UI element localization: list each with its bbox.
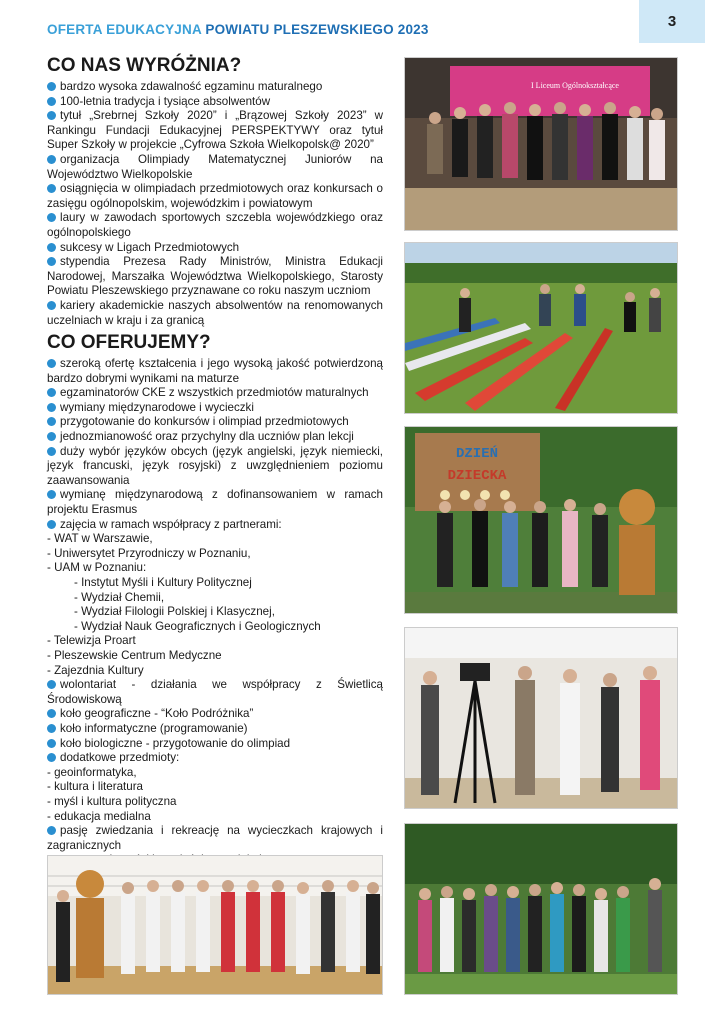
bullet-icon [47, 155, 56, 164]
list-item-text: koło geograficzne - “Koło Podróżnika” [60, 707, 254, 721]
list-item [47, 751, 383, 766]
bullet-icon [47, 447, 56, 456]
photo-kayaks [404, 242, 678, 414]
bullet-icon [47, 417, 56, 426]
bullet-icon [47, 680, 56, 689]
list-item-text: jednozmianowość oraz przychylny dla uczniów plan lekcji [60, 430, 354, 444]
list-item-text: bardzo wysoka zdawalność egzaminu maturalnego [60, 80, 323, 93]
bullet-icon [47, 724, 56, 733]
bullet-icon [47, 388, 56, 397]
bullet-icon [47, 184, 56, 193]
running-header [47, 22, 429, 37]
list-item-text: dodatkowe przedmioty: [60, 751, 180, 765]
list-item [47, 299, 383, 328]
page-number-text: 3 [667, 13, 677, 30]
bullet-icon [47, 432, 56, 441]
list-item-text: laury w zawodach sportowych szczebla wojewódzkiego oraz ogólnopolskiego [47, 211, 383, 239]
list-item-text: organizacja Olimpiady Matematycznej Juniorów na Województwo Wielkopolskie [47, 152, 383, 181]
header-part1: OFERTA EDUKACYJNA [47, 22, 202, 37]
list-item [47, 95, 383, 110]
uam-faculty-list [47, 576, 383, 634]
bullet-icon [47, 257, 56, 266]
list-item [47, 255, 383, 299]
list-item-text: 100-letnia tradycja i tysiące absolwentów [60, 94, 271, 108]
sub-list-item: - edukacja medialna [47, 809, 151, 823]
bullet-icon [47, 82, 56, 91]
list-item [47, 241, 383, 256]
bullet-icon [47, 213, 56, 222]
sub-list-item: - Wydział Filologii Polskiej i Klasycznej, [74, 605, 275, 619]
bullet-icon [47, 490, 56, 499]
sub-list-item: - myśl i kultura polityczna [47, 794, 177, 808]
distinguish-list [47, 80, 383, 328]
list-item [47, 182, 383, 211]
list-item-text: wymianę międzynarodową z dofinansowaniem w ramach projektu Erasmus [47, 488, 383, 517]
section-title-distinguish: CO NAS WYRÓŻNIA? [47, 55, 242, 76]
bullet-icon [47, 243, 56, 252]
list-item [47, 80, 383, 95]
bullet-icon [47, 520, 56, 529]
sub-list-item: - Telewizja Proart [47, 634, 136, 648]
list-item-text: kariery akademickie naszych absolwentów na renomowanych uczelniach w kraju i za granicą [47, 298, 383, 327]
photo-graduates-banner [404, 57, 678, 231]
list-item [47, 678, 383, 707]
list-item [47, 737, 383, 752]
sub-list-item: - WAT w Warszawie, [47, 532, 153, 546]
photo-sports-team [47, 855, 383, 995]
list-item-text: osiągnięcia w olimpiadach przedmiotowych oraz konkursach o zasięgu ogólnopolskim, wojewódzkim i powiatowym [47, 182, 383, 210]
bullet-icon [47, 359, 56, 368]
list-item-text: sukcesy w Ligach Przedmiotowych [60, 240, 240, 254]
bullet-icon [47, 301, 56, 310]
list-item-text: zajęcia w ramach współpracy z partnerami: [60, 517, 282, 531]
header-part2: POWIATU PLESZEWSKIEGO 2023 [205, 22, 429, 37]
bullet-icon [47, 709, 56, 718]
sub-list-item: - Uniwersytet Przyrodniczy w Poznaniu, [47, 546, 251, 560]
offer-list-b [47, 678, 383, 766]
list-item-text: wymiany międzynarodowe i wycieczki [60, 400, 254, 414]
list-item-text: koło biologiczne - przygotowanie do olimpiad [60, 736, 291, 750]
list-item [47, 211, 383, 240]
list-item [47, 109, 383, 153]
sign-word-2: DZIECKA [447, 468, 507, 484]
photo-childrens-day [404, 426, 678, 614]
list-item [47, 488, 383, 517]
banner-text: I Liceum Ogólnokształcące [531, 81, 619, 90]
list-item [47, 722, 383, 737]
list-item [47, 518, 383, 533]
list-item-text: koło informatyczne (programowanie) [60, 721, 248, 735]
list-item-text: wolontariat - działania we współpracy z Świetlicą Środowiskową [47, 678, 383, 706]
sub-list-item: - Wydział Chemii, [74, 590, 165, 604]
list-item-text: stypendia Prezesa Rady Ministrów, Ministra Edukacji Narodowej, Marszałka Województwa Wielkopolskiego, Starosty Powiatu Pleszewskiego przyznawane co roku naszym uczniom [47, 255, 383, 298]
bullet-icon [47, 403, 56, 412]
offer-list-a [47, 357, 383, 532]
list-item [47, 824, 383, 853]
list-item [47, 401, 383, 416]
list-item [47, 153, 383, 182]
subject-list [47, 766, 383, 824]
list-item-text: tytuł „Srebrnej Szkoły 2020” i „Brązowej Szkoły 2023” w Rankingu Fundacji Edukacyjnej PERSPEKTYWY oraz tytuł Super Szkoły w projekcie „Cyfrowa Szkoła Wielkopolsk@ 2020” [47, 109, 383, 152]
partner-list-2 [47, 634, 383, 678]
list-item-text: szeroką ofertę kształcenia i jego wysoką jakość potwierdzoną bardzo dobrymi wynikami na maturze [47, 357, 383, 385]
list-item-text: egzaminatorów CKE z wszystkich przedmiotów maturalnych [60, 386, 369, 400]
sub-list-item: - Wydział Nauk Geograficznych i Geologicznych [74, 619, 321, 633]
sign-word-1: DZIEŃ [455, 446, 499, 462]
bullet-icon [47, 753, 56, 762]
list-item [47, 707, 383, 722]
photo-tv-camera [404, 627, 678, 809]
list-item-text: duży wybór języków obcych (język angielski, język niemiecki, język francuski, język rosyjski) z uwzględnieniem poziomu zaawansowania [47, 444, 383, 487]
bullet-icon [47, 111, 56, 120]
sub-list-item: - Pleszewskie Centrum Medyczne [47, 648, 222, 662]
list-item [47, 386, 383, 401]
page-number [639, 0, 705, 43]
sub-list-item: - kultura i literatura [47, 780, 144, 794]
section-title-offer: CO OFERUJEMY? [47, 332, 211, 354]
photo-outdoor-group [404, 823, 678, 995]
list-item-text: przygotowanie do konkursów i olimpiad przedmiotowych [60, 415, 349, 429]
partner-list [47, 532, 383, 576]
sub-list-item: - Zajezdnia Kultury [47, 663, 144, 677]
list-item [47, 430, 383, 445]
list-item [47, 415, 383, 430]
sub-list-item: - UAM w Poznaniu: [47, 561, 147, 575]
bullet-icon [47, 739, 56, 748]
list-item [47, 445, 383, 489]
bullet-icon [47, 97, 56, 106]
text-column [47, 55, 383, 882]
list-item [47, 357, 383, 386]
sub-list-item: - Instytut Myśli i Kultury Politycznej [74, 576, 252, 589]
list-item-text: pasję zwiedzania i rekreację na wycieczkach krajowych i zagranicznych [47, 824, 383, 852]
sub-list-item: - geoinformatyka, [47, 765, 137, 779]
bullet-icon [47, 826, 56, 835]
